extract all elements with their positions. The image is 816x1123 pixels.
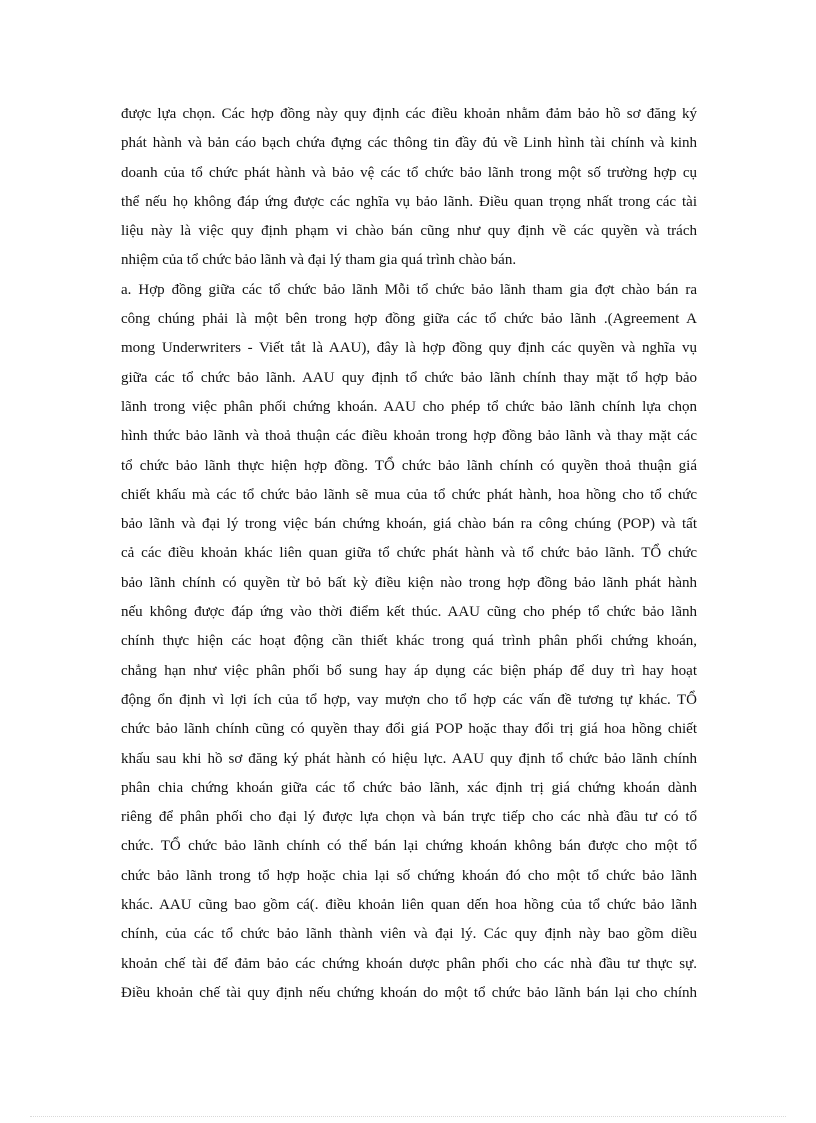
text-line: hình thức bảo lãnh và thoả thuận các điều khoản trong hợp đồng bảo lãnh và thay mặt các bbox=[121, 428, 697, 445]
text-line: a. Hợp đồng giữa các tổ chức bảo lãnh Mỗi tổ chức bảo lãnh tham gia đợt chào bán ra bbox=[121, 281, 697, 298]
body-text bbox=[121, 100, 697, 1008]
text-line: phát hành và bản cáo bạch chứa đựng các thông tin đầy đủ về Linh hình tài chính và kinh bbox=[121, 135, 697, 152]
text-line: chức bảo lãnh trong tổ hợp hoặc chia lại số chứng khoán đó cho một tổ chức bảo lãnh bbox=[121, 867, 697, 884]
text-line: liệu này là việc quy định phạm vi chào bán cũng như quy định về các quyền và trách bbox=[121, 223, 697, 240]
text-line: riêng để phân phối cho đại lý được lựa chọn và bán trực tiếp cho các nhà đầu tư có tổ bbox=[121, 809, 697, 826]
text-line: phân chia chứng khoán giữa các tổ chức bảo lãnh, xác định trị giá chứng khoán dành bbox=[121, 779, 697, 796]
text-line: được lựa chọn. Các hợp đồng này quy định các điều khoản nhằm đảm bảo hồ sơ đăng ký bbox=[121, 106, 697, 122]
text-line: doanh của tổ chức phát hành và bảo vệ các tổ chức bảo lãnh trong một số trường hợp cụ bbox=[121, 164, 697, 181]
text-line: Điều khoản chế tài quy định nếu chứng khoán do một tổ chức bảo lãnh bán lại cho chính bbox=[121, 984, 697, 1001]
text-line: khác. AAU cũng bao gồm cá(. điều khoản liên quan dến hoa hồng của tổ chức bảo lãnh bbox=[121, 897, 697, 914]
text-line: khoản chế tài để đảm bảo các chứng khoán dược phân phối cho các nhà đầu tư thực sự. bbox=[121, 955, 697, 972]
text-line: nhiệm của tổ chức bảo lãnh và đại lý tham gia quá trình chào bán. bbox=[121, 252, 517, 269]
text-line: chức bảo lãnh chính cũng có quyền thay đổi giá POP hoặc thay đổi trị giá hoa hồng chiết bbox=[121, 721, 697, 738]
text-line: chính thực hiện các hoạt động cần thiết khác trong quá trình phân phối chứng khoán, bbox=[121, 633, 697, 650]
text-line: tổ chức bảo lãnh thực hiện hợp đồng. TỔ chức bảo lãnh chính có quyền thoả thuận giá bbox=[121, 457, 697, 474]
text-line: mong Underwriters - Viết tắt là AAU), đây là hợp đồng quy định các quyền và nghĩa vụ bbox=[121, 340, 697, 357]
text-line: bảo lãnh và đại lý trong việc bán chứng khoán, giá chào bán ra công chúng (POP) và tất bbox=[121, 516, 697, 533]
text-line: lãnh trong việc phân phối chứng khoán. AAU cho phép tổ chức bảo lãnh chính lựa chọn bbox=[121, 398, 697, 415]
text-line: động ổn định vì lợi ích của tổ hợp, vay mượn cho tổ hợp các vấn đề tương tự khác. TỔ bbox=[121, 691, 697, 708]
text-line: chính, của các tổ chức bảo lãnh thành viên và đại lý. Các quy định này bao gồm diều bbox=[121, 926, 697, 943]
text-line: thể nếu họ không đáp ứng được các nghĩa vụ bảo lãnh. Điều quan trọng nhất trong các tài bbox=[121, 193, 697, 210]
text-line: chiết khấu mà các tổ chức bảo lãnh sẽ mua của tổ chức phát hành, hoa hồng cho tổ chức bbox=[121, 486, 697, 503]
page-bottom-divider bbox=[30, 1116, 786, 1117]
text-line: công chúng phải là một bên trong hợp đồng giữa các tổ chức bảo lãnh .(Agreement A bbox=[121, 311, 697, 328]
text-line: nếu không được đáp ứng vào thời điểm kết thúc. AAU cũng cho phép tổ chức bảo lãnh bbox=[121, 604, 697, 621]
text-line: cả các điều khoản khác liên quan giữa tổ chức phát hành và tổ chức bảo lãnh. TỔ chức bbox=[121, 545, 697, 562]
text-line: khấu sau khi hồ sơ đăng ký phát hành có hiệu lực. AAU quy định tổ chức bảo lãnh chính bbox=[121, 750, 697, 767]
text-line: chẳng hạn như việc phân phối bổ sung hay áp dụng các biện pháp để duy trì hay hoạt bbox=[121, 662, 697, 679]
text-line: chức. TỔ chức bảo lãnh chính có thể bán lại chứng khoán không bán được cho một tổ bbox=[121, 838, 697, 855]
text-line: bảo lãnh chính có quyền từ bỏ bất kỳ điều kiện nào trong hợp đồng bảo lãnh phát hành bbox=[121, 574, 697, 591]
text-line: giữa các tổ chức bảo lãnh. AAU quy định tổ chức bảo lãnh chính thay mặt tổ hợp bảo bbox=[121, 369, 697, 386]
